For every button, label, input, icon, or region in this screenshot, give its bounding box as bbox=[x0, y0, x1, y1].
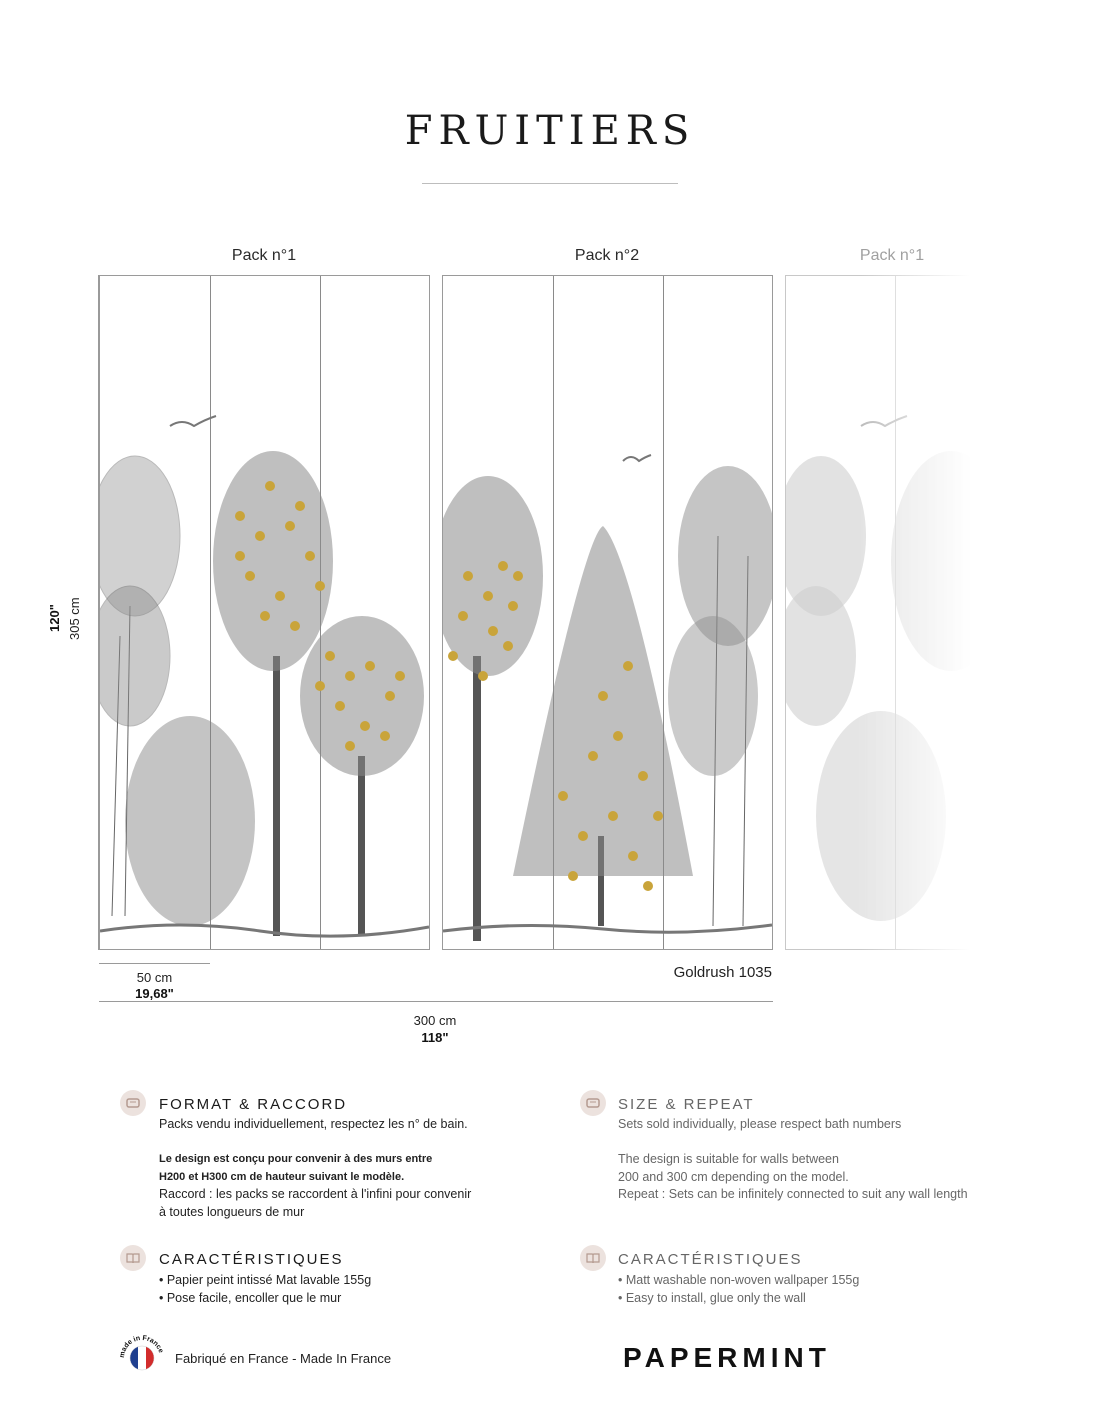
title-divider bbox=[422, 183, 678, 184]
trunk-3 bbox=[473, 656, 481, 941]
ruler-roll-icon bbox=[580, 1090, 606, 1116]
carac-en-line-1: • Matt washable non-woven wallpaper 155g bbox=[618, 1273, 860, 1287]
format-line-4: Raccord : les packs se raccordent à l'infini pour convenir bbox=[159, 1187, 472, 1201]
canopy-2 bbox=[300, 616, 424, 776]
height-inches: 120" bbox=[47, 604, 62, 632]
trunk-1 bbox=[273, 656, 280, 936]
trunk-2 bbox=[358, 756, 365, 936]
canopy-3 bbox=[443, 476, 543, 676]
fruit-dot bbox=[275, 591, 285, 601]
size-repeat-title: SIZE & REPEAT bbox=[618, 1096, 755, 1113]
bird-icon bbox=[170, 416, 216, 426]
fruit-dot bbox=[488, 626, 498, 636]
pack-3-panels-faded bbox=[785, 275, 970, 950]
fruit-dot bbox=[653, 811, 663, 821]
fruit-dot bbox=[290, 621, 300, 631]
pack-3-label: Pack n°1 bbox=[859, 247, 925, 264]
page-title: FRUITIERS bbox=[404, 108, 696, 154]
pack-2-panels bbox=[442, 275, 773, 950]
fruit-dot bbox=[598, 691, 608, 701]
fruit-dot bbox=[478, 671, 488, 681]
fruit-dot bbox=[558, 791, 568, 801]
fruit-dot bbox=[265, 481, 275, 491]
caracteristiques-fr-title: CARACTÉRISTIQUES bbox=[159, 1251, 344, 1268]
caracteristiques-en-title: CARACTÉRISTIQUES bbox=[618, 1251, 803, 1268]
format-line-5: à toutes longueurs de mur bbox=[159, 1205, 305, 1219]
fruit-dot bbox=[345, 671, 355, 681]
fruit-dot bbox=[335, 701, 345, 711]
fruit-dot bbox=[608, 811, 618, 821]
fruit-dot bbox=[613, 731, 623, 741]
badge-text: made in France bbox=[118, 1334, 165, 1359]
fruit-dot bbox=[448, 651, 458, 661]
fruit-dot bbox=[503, 641, 513, 651]
total-width-line bbox=[99, 1001, 773, 1002]
papermint-logo: PAPERMINT bbox=[623, 1342, 831, 1373]
fruit-dot bbox=[260, 611, 270, 621]
panel-width-line bbox=[99, 963, 210, 964]
book-icon bbox=[120, 1245, 146, 1271]
fruit-dot bbox=[380, 731, 390, 741]
fruit-dot bbox=[315, 681, 325, 691]
fruit-dot bbox=[365, 661, 375, 671]
panel-width-cm: 50 cm bbox=[136, 970, 173, 985]
fruit-dot bbox=[315, 581, 325, 591]
panel-width-in: 19,68" bbox=[135, 986, 174, 1001]
carac-fr-line-2: • Pose facile, encoller que le mur bbox=[159, 1291, 342, 1305]
fruit-dot bbox=[295, 501, 305, 511]
fruit-dot bbox=[463, 571, 473, 581]
fruit-dot bbox=[508, 601, 518, 611]
bush-left bbox=[125, 716, 255, 926]
made-in-france-text: Fabriqué en France - Made In France bbox=[175, 1351, 392, 1366]
format-line-3: H200 et H300 cm de hauteur suivant le modèle. bbox=[159, 1171, 405, 1183]
fruit-dot bbox=[578, 831, 588, 841]
fruit-dot bbox=[285, 521, 295, 531]
fruit-dot bbox=[643, 881, 653, 891]
size-line-3: 200 and 300 cm depending on the model. bbox=[618, 1170, 849, 1184]
fruit-dot bbox=[513, 571, 523, 581]
fruit-dot bbox=[255, 531, 265, 541]
total-width-cm: 300 cm bbox=[413, 1013, 457, 1028]
fruit-dot bbox=[385, 691, 395, 701]
carac-fr-line-1: • Papier peint intissé Mat lavable 155g bbox=[159, 1273, 372, 1287]
size-line-2: The design is suitable for walls between bbox=[618, 1152, 839, 1166]
made-in-france-badge bbox=[118, 1334, 166, 1382]
bird-icon bbox=[623, 455, 651, 461]
fruit-dot bbox=[325, 651, 335, 661]
fruit-dot bbox=[588, 751, 598, 761]
fruit-dot bbox=[623, 661, 633, 671]
fruit-dot bbox=[235, 511, 245, 521]
fruit-dot bbox=[568, 871, 578, 881]
bird-icon bbox=[861, 416, 907, 426]
book-icon bbox=[580, 1245, 606, 1271]
pack-2-illustration bbox=[443, 276, 772, 949]
fruit-dot bbox=[395, 671, 405, 681]
pack-1-label: Pack n°1 bbox=[231, 247, 297, 264]
fruit-dot bbox=[360, 721, 370, 731]
carac-en-line-2: • Easy to install, glue only the wall bbox=[618, 1291, 806, 1305]
fruit-dot bbox=[345, 741, 355, 751]
total-width-in: 118" bbox=[421, 1030, 449, 1045]
fruit-dot bbox=[628, 851, 638, 861]
height-cm: 305 cm bbox=[67, 597, 82, 640]
fruit-dot bbox=[305, 551, 315, 561]
pack-1-illustration bbox=[100, 276, 429, 949]
fruit-dot bbox=[235, 551, 245, 561]
ruler-roll-icon bbox=[120, 1090, 146, 1116]
size-line-1: Sets sold individually, please respect bath numbers bbox=[618, 1117, 902, 1131]
format-raccord-title: FORMAT & RACCORD bbox=[159, 1096, 348, 1113]
format-line-1: Packs vendu individuellement, respectez les n° de bain. bbox=[159, 1117, 468, 1131]
fruit-dot bbox=[498, 561, 508, 571]
ground bbox=[100, 925, 429, 936]
size-line-4: Repeat : Sets can be infinitely connected to suit any wall length bbox=[618, 1187, 968, 1201]
fruit-dot bbox=[483, 591, 493, 601]
fruit-dot bbox=[245, 571, 255, 581]
fruit-dot bbox=[458, 611, 468, 621]
colorway-label: Goldrush 1035 bbox=[673, 964, 772, 981]
pack-2-label: Pack n°2 bbox=[574, 247, 640, 264]
fruit-dot bbox=[638, 771, 648, 781]
ground bbox=[443, 925, 772, 932]
format-line-2: Le design est conçu pour convenir à des murs entre bbox=[159, 1153, 433, 1165]
pack-1-panels bbox=[99, 275, 430, 950]
